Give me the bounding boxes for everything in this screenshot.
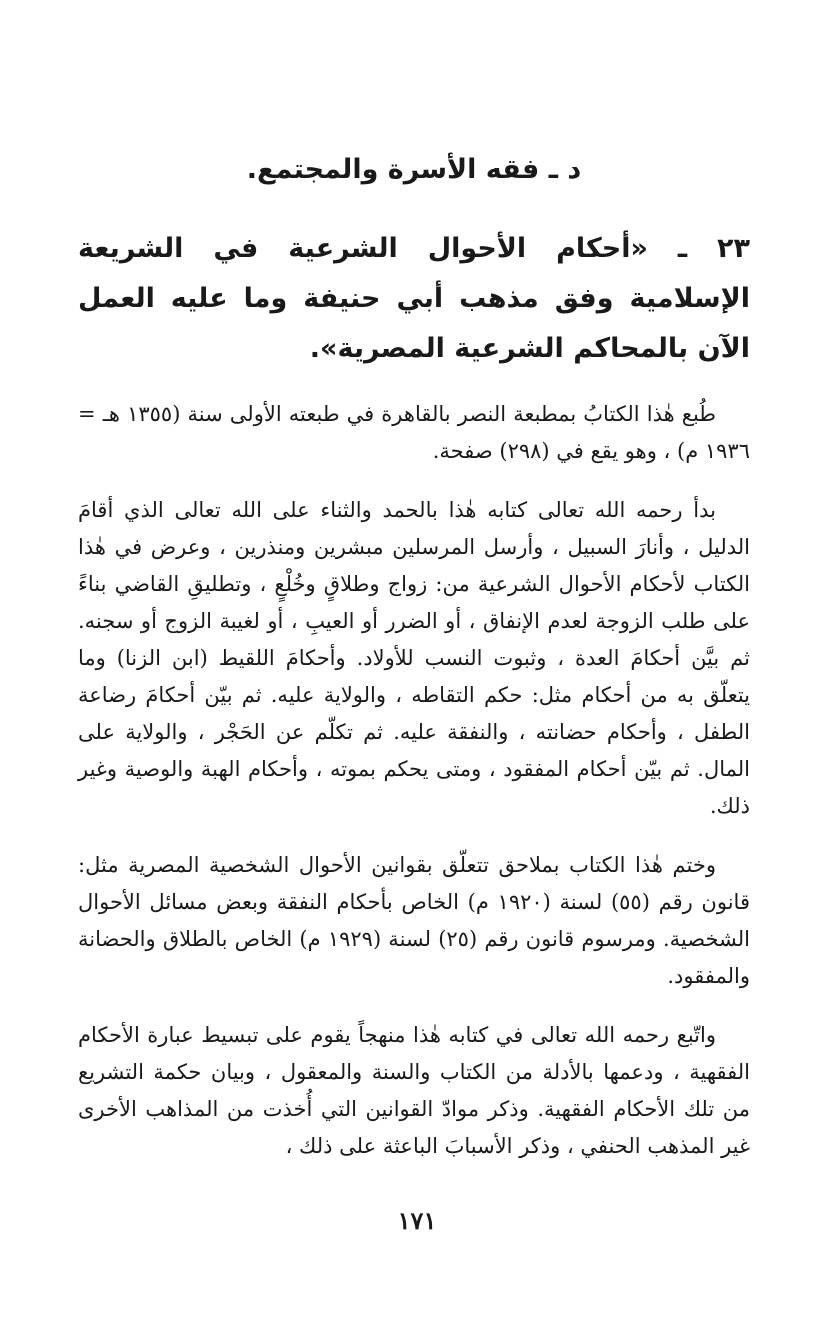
- entry-title: [78, 224, 750, 374]
- entry-title-text: «أحكام الأحوال الشرعية في الشريعة الإسلامية وفق مذهب أبي حنيفة وما عليه العمل الآن بالمحاكم الشرعية المصرية».: [78, 233, 750, 364]
- page-body: [78, 150, 750, 1187]
- section-heading: د ـ فقه الأسرة والمجتمع.: [246, 154, 582, 185]
- paragraph-contents: بدأ رحمه الله تعالى كتابه هٰذا بالحمد والثناء على الله تعالى الذي أقامَ الدليل ، وأنارَ السبيل ، وأرسل المرسلين مبشرين ومنذرين ، وعرض في هٰذا الكتاب لأحكام الأحوال الشرعية من: زواج وطلاقٍ وخُلْعٍ ، وتطليقِ القاضي بناءً على طلب الزوجة لعدم الإنفاق ، أو الضرر أو العيبِ ، أو لغيبة الزوج أو سجنه. ثم بيَّن أحكامَ العدة ، وثبوت النسب للأولاد. وأحكامَ اللقيط (ابن الزنا) وما يتعلّق به من أحكام مثل: حكم التقاطه ، والولاية عليه. ثم بيّن أحكامَ رضاعة الطفل ، وأحكام حضانته ، والنفقة عليه. ثم تكلّم عن الحَجْر ، والولاية على المال. ثم بيّن أحكام المفقود ، ومتى يحكم بموته ، وأحكام الهبة والوصية وغير ذلك.: [78, 498, 751, 818]
- paragraph-method: واتّبع رحمه الله تعالى في كتابه هٰذا منهجاً يقوم على تبسيط عبارة الأحكام الفقهية ، ودعمها بالأدلة من الكتاب والسنة والمعقول ، وبيان حكمة التشريع من تلك الأحكام الفقهية. وذكر موادّ القوانين التي أُخذت من المذاهب الأخرى غير المذهب الحنفي ، وذكر الأسبابَ الباعثة على ذلك ،: [78, 1023, 750, 1158]
- page-number: ١٧١: [397, 1206, 437, 1235]
- entry-number: ٢٣ ـ: [677, 233, 750, 264]
- paragraph-appendices: وختم هٰذا الكتاب بملاحق تتعلّق بقوانين الأحوال الشخصية المصرية مثل: قانون رقم (٥٥) لسنة (١٩٢٠ م) الخاص بأحكام النفقة وبعض مسائل الأحوال الشخصية. ومرسوم قانون رقم (٢٥) لسنة (١٩٢٩ م) الخاص بالطلاق والحضانة والمفقود.: [78, 853, 750, 988]
- paragraph-publication: طُبع هٰذا الكتابُ بمطبعة النصر بالقاهرة في طبعته الأولى سنة (١٣٥٥ هـ = ١٩٣٦ م) ، وهو يقع في (٢٩٨) صفحة.: [78, 402, 750, 463]
